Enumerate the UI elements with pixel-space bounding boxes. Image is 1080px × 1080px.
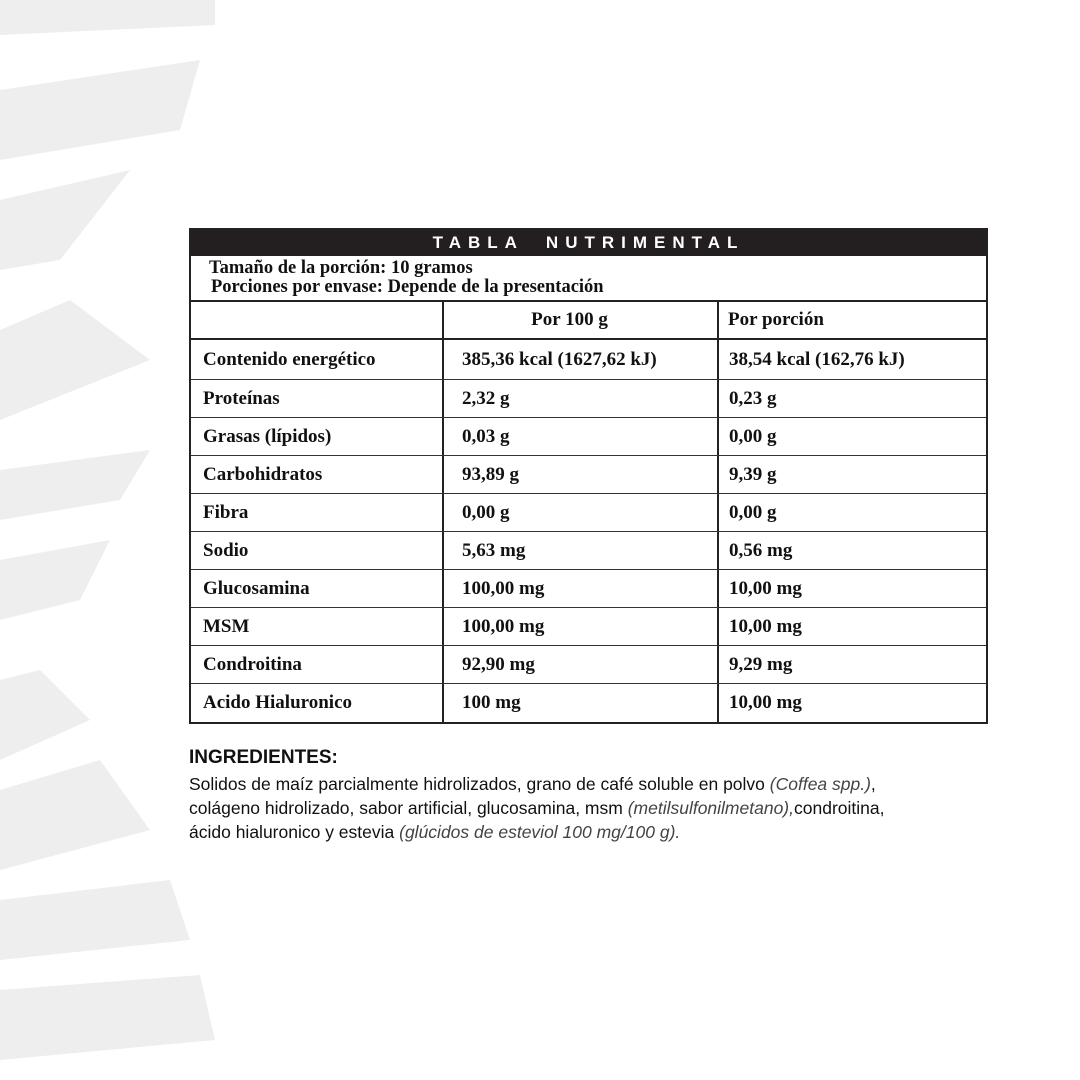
ingredients-text-part: condroitina, <box>794 798 885 818</box>
value-per-100: 385,36 kcal (1627,62 kJ) <box>442 340 717 379</box>
header-empty-cell <box>191 302 442 338</box>
table-row <box>191 418 986 456</box>
value-per-100: 100 mg <box>442 684 717 722</box>
ingredients-title: INGREDIENTES: <box>189 747 338 768</box>
nutrition-panel <box>189 228 988 844</box>
nutrient-name: Fibra <box>203 501 249 523</box>
table-row <box>191 570 986 608</box>
value-per-serving: 0,56 mg <box>717 532 986 569</box>
nutrient-name: Sodio <box>203 539 249 561</box>
nutrient-name: Carbohidratos <box>203 463 323 485</box>
table-title <box>191 230 986 256</box>
table-header-row <box>191 302 986 340</box>
nutrient-name: Glucosamina <box>203 577 310 599</box>
ingredients-italic-part: (Coffea spp.) <box>769 774 871 794</box>
nutrient-name: Proteínas <box>203 387 280 409</box>
table-row <box>191 532 986 570</box>
value-per-100: 100,00 mg <box>442 570 717 607</box>
table-row <box>191 646 986 684</box>
ingredients-italic-part: (glúcidos de esteviol 100 mg/100 g). <box>399 822 681 842</box>
ingredients-text-part: ácido hialuronico y estevia <box>189 822 400 842</box>
value-per-serving: 0,23 g <box>717 380 986 417</box>
value-per-serving: 0,00 g <box>717 494 986 531</box>
ingredients-italic-part: (metilsulfonilmetano), <box>627 798 794 818</box>
value-per-serving: 10,00 mg <box>717 684 986 722</box>
table-row <box>191 340 986 380</box>
value-per-100: 0,00 g <box>442 494 717 531</box>
nutrient-name: Grasas (lípidos) <box>203 425 332 447</box>
value-per-100: 5,63 mg <box>442 532 717 569</box>
value-per-serving: 0,00 g <box>717 418 986 455</box>
serving-info <box>191 256 986 302</box>
value-per-100: 100,00 mg <box>442 608 717 645</box>
table-body <box>191 340 986 722</box>
table-row <box>191 684 986 722</box>
value-per-serving: 9,29 mg <box>717 646 986 683</box>
ingredients-text <box>189 772 1069 844</box>
nutrient-name: MSM <box>203 615 250 637</box>
nutrient-name: Acido Hialuronico <box>203 692 353 713</box>
value-per-100: 0,03 g <box>442 418 717 455</box>
ingredients-line-2 <box>189 796 1069 820</box>
table-row <box>191 494 986 532</box>
header-per-100: Por 100 g <box>442 302 717 338</box>
value-per-100: 93,89 g <box>442 456 717 493</box>
table-row <box>191 380 986 418</box>
value-per-serving: 10,00 mg <box>717 608 986 645</box>
nutrient-name: Contenido energético <box>203 348 376 370</box>
ingredients-section <box>189 746 1069 844</box>
ingredients-line-1 <box>189 772 1069 796</box>
value-per-100: 2,32 g <box>442 380 717 417</box>
header-per-serving: Por porción <box>717 302 824 338</box>
ingredients-text-part: , <box>870 774 876 794</box>
nutrient-name: Condroitina <box>203 653 302 675</box>
ingredients-text-part: colágeno hidrolizado, sabor artificial, glucosamina, msm <box>189 798 628 818</box>
ingredients-line-3 <box>189 820 1069 844</box>
ingredients-text-part: Solidos de maíz parcialmente hidrolizados, grano de café soluble en polvo <box>189 774 770 794</box>
table-row <box>191 608 986 646</box>
value-per-serving: 38,54 kcal (162,76 kJ) <box>717 340 986 379</box>
value-per-100: 92,90 mg <box>442 646 717 683</box>
value-per-serving: 10,00 mg <box>717 570 986 607</box>
value-per-serving: 9,39 g <box>717 456 986 493</box>
servings-per-container: Porciones por envase: Depende de la presentación <box>211 277 604 297</box>
serving-size: Tamaño de la porción: 10 gramos <box>209 258 473 278</box>
table-title-word1: TABLA <box>432 233 524 252</box>
nutrition-table <box>189 228 988 724</box>
table-title-word2: NUTRIMENTAL <box>545 233 745 252</box>
table-row <box>191 456 986 494</box>
